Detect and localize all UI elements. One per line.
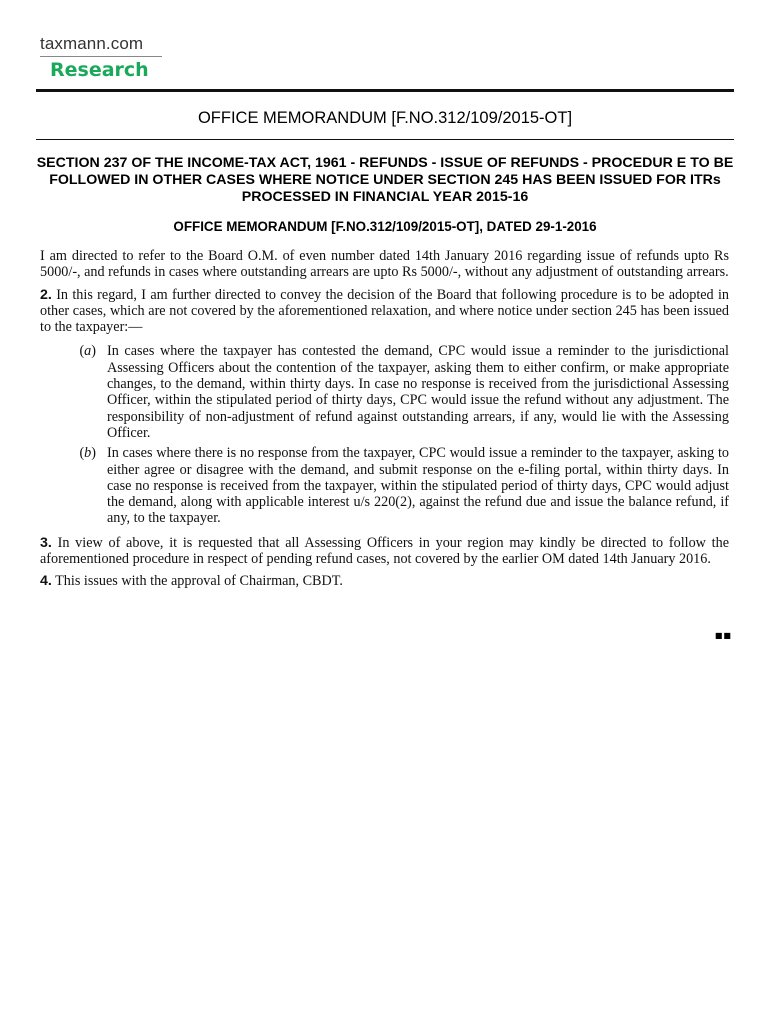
end-of-document-mark: ■■ <box>714 631 732 640</box>
paragraph-3 <box>40 535 729 568</box>
logo-brand-name: Research <box>50 59 149 81</box>
paragraph-text: In this regard, I am further directed to convey the decision of the Board that following procedure is to be adopted in other cases, which are not covered by the aforementioned relaxation, and where notice under section 245 has been issued to the taxpayer:— <box>40 286 730 336</box>
header-rule <box>36 89 734 92</box>
logo-site-name: taxmann.com <box>40 34 144 53</box>
memo-reference-heading: OFFICE MEMORANDUM [F.NO.312/109/2015-OT], DATED 29-1-2016 <box>173 219 597 234</box>
paragraph-text: In view of above, it is requested that all Assessing Officers in your region may kindly be directed to follow the aforementioned procedure in respect of pending refund cases, not covered by the earlier OM dated 14th January 2016. <box>40 534 729 568</box>
list-item-text: In cases where there is no response from the taxpayer, CPC would issue a reminder to the taxpayer, asking to either agree or disagree with the demand, and submit response on the e-filing portal, within thirty days. In case no response is received from the taxpayer, within the stipulated period of thirty days, CPC would adjust the demand, along with applicable interest u/s 220(2), against the refund due and issue the balance refund, if any, to the taxpayer. <box>107 445 729 527</box>
paragraph-number: 2. <box>40 286 52 303</box>
paragraph-4 <box>40 573 729 589</box>
paragraph-text: This issues with the approval of Chairman, CBDT. <box>55 573 343 590</box>
memo-title: OFFICE MEMORANDUM [F.NO.312/109/2015-OT] <box>197 109 573 127</box>
taxmann-logo <box>40 34 162 83</box>
section-heading: SECTION 237 OF THE INCOME-TAX ACT, 1961 - REFUNDS - ISSUE OF REFUNDS - PROCEDUR E TO BE FOLLOWED IN OTHER CASES WHERE NOTICE UNDER SECTION 245 HAS BEEN ISSUED FOR ITRs PROCESSED IN FINANCIAL YEAR 2015-16 <box>36 155 734 205</box>
title-rule <box>36 139 734 140</box>
paragraph-2 <box>40 287 729 336</box>
list-marker: (b) <box>79 445 96 462</box>
list-item-a <box>40 343 729 441</box>
paragraph-number: 4. <box>40 573 52 590</box>
list-item-b <box>40 445 729 526</box>
memo-body <box>40 248 729 590</box>
procedure-list <box>40 343 729 526</box>
paragraph-text: I am directed to refer to the Board O.M. of even number dated 14th January 2016 regarding issue of refunds upto Rs 5000/-, and refunds in cases where outstanding arrears are upto Rs 5000/-, without any adjustment of outstanding arrears. <box>40 248 729 281</box>
list-marker: (a) <box>79 343 96 360</box>
list-item-text: In cases where the taxpayer has contested the demand, CPC would issue a reminder to the jurisdictional Assessing Officers about the contention of the taxpayer, asking them to either confirm, or make appropriate changes, to the demand, within thirty days. In case no response is received from the jurisdictional Assessing Officer, within the stipulated period of thirty days, CPC would issue the refund without any adjustment. The responsibility of non-adjustment of refund against outstanding arrears, if any, would lie with the Assessing Officer. <box>107 343 729 441</box>
paragraph-1 <box>40 248 729 281</box>
paragraph-number: 3. <box>40 534 52 551</box>
